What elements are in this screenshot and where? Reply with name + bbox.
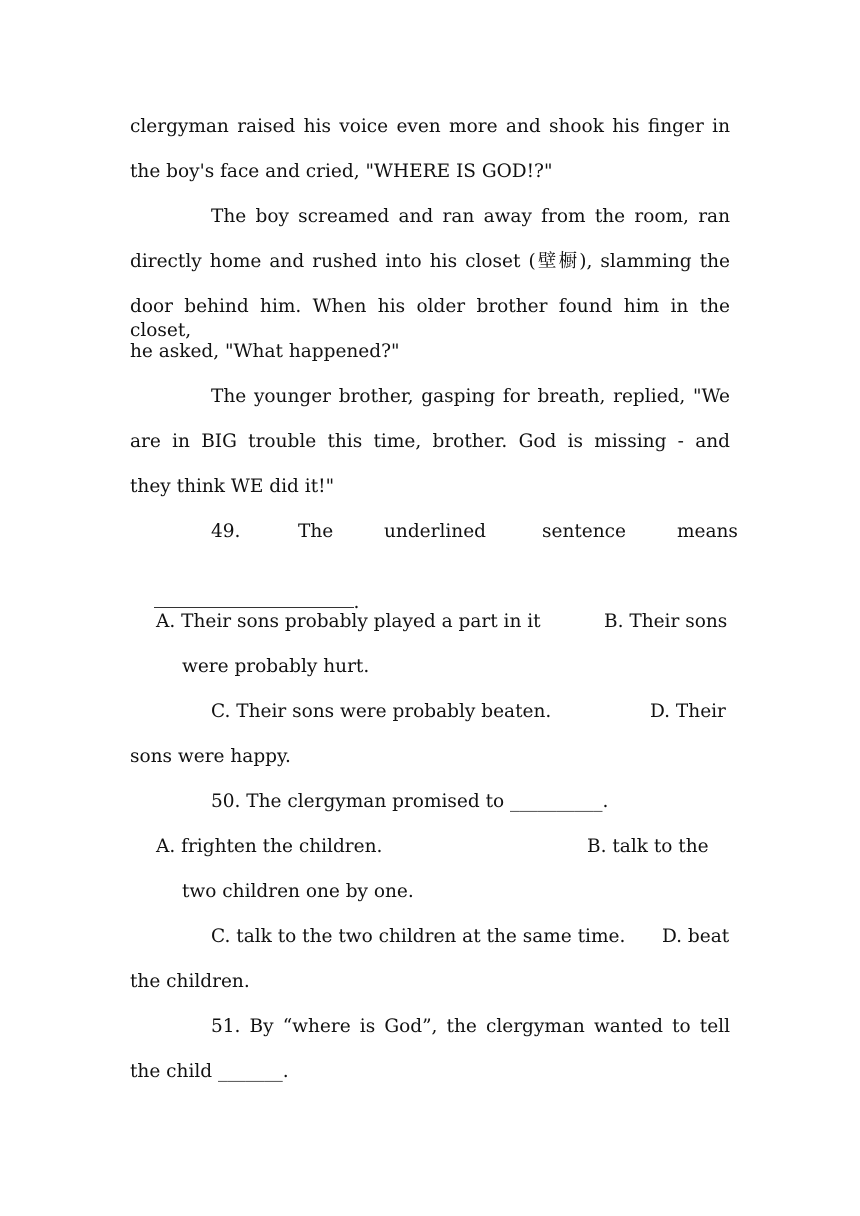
- passage-line: they think WE did it!": [130, 476, 335, 497]
- q51-stem-cont: the child _______.: [130, 1061, 289, 1082]
- answer-blank: [154, 589, 354, 608]
- passage-line: door behind him. When his older brother found him in the closet,: [130, 296, 730, 341]
- q49-option-d-cont: sons were happy.: [130, 746, 291, 767]
- q49-word: The: [298, 521, 334, 542]
- q50-stem: 50. The clergyman promised to __________.: [211, 791, 609, 812]
- passage-line: The younger brother, gasping for breath, replied, "We: [211, 386, 730, 407]
- q49-option-b: B. Their sons: [604, 611, 728, 632]
- passage-line: the boy's face and cried, "WHERE IS GOD!?": [130, 161, 553, 182]
- passage-line: clergyman raised his voice even more and shook his finger in: [130, 116, 730, 137]
- passage-line: The boy screamed and ran away from the room, ran: [211, 206, 730, 227]
- q49-word: underlined: [384, 521, 487, 542]
- passage-line: he asked, "What happened?": [130, 341, 400, 362]
- q49-answer-line: .: [130, 565, 359, 639]
- q51-stem: 51. By “where is God”, the clergyman wanted to tell: [211, 1016, 730, 1037]
- q50-option-d-cont: the children.: [130, 971, 250, 992]
- q49-option-b-cont: were probably hurt.: [182, 656, 370, 677]
- q49-word: sentence: [542, 521, 626, 542]
- q50-option-a: A. frighten the children.: [156, 836, 383, 857]
- q49-option-d: D. Their: [650, 701, 726, 722]
- q50-option-d: D. beat: [662, 926, 730, 947]
- passage-line: directly home and rushed into his closet (壁橱), slamming the: [130, 251, 730, 272]
- q49-word: means: [677, 521, 738, 542]
- q50-option-b-cont: two children one by one.: [182, 881, 414, 902]
- q50-option-b: B. talk to the: [587, 836, 709, 857]
- q50-option-c: C. talk to the two children at the same time.: [211, 926, 626, 947]
- q49-option-c: C. Their sons were probably beaten.: [211, 701, 552, 722]
- q49-number: 49.: [211, 521, 241, 542]
- q49-option-a: A. Their sons probably played a part in it: [156, 611, 541, 632]
- passage-line: are in BIG trouble this time, brother. God is missing - and: [130, 431, 730, 452]
